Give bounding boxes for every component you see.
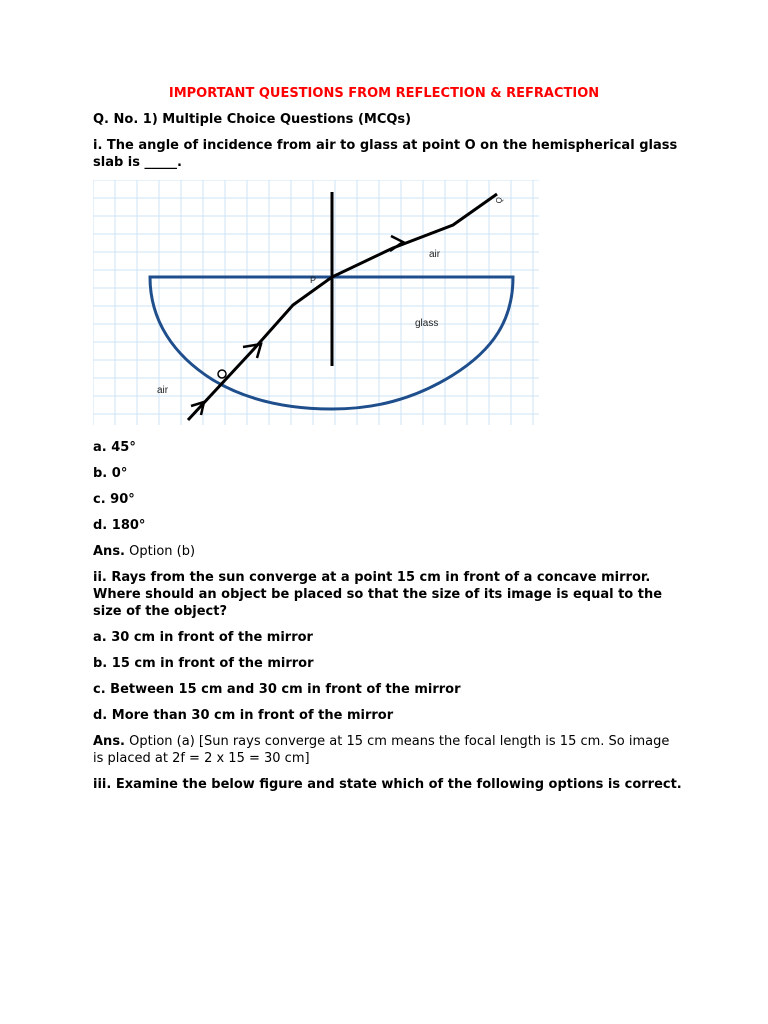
section-heading: Q. No. 1) Multiple Choice Questions (MCQs) [93,112,412,127]
page-title: IMPORTANT QUESTIONS FROM REFLECTION & REFRACTION [168,86,600,101]
label-air-top: air [429,249,441,260]
q2-option-b: b. 15 cm in front of the mirror [93,656,314,671]
q2-answer-text: Option (a) [Sun rays converge at 15 cm means the focal length is 15 cm. So image is placed at 2f = 2 x 15 = 30 cm] [93,734,670,766]
refraction-diagram [93,180,539,425]
point-o-marker [218,370,226,378]
question-1: i. The angle of incidence from air to glass at point O on the hemispherical glass slab is _____. [93,138,678,170]
q1-option-b: b. 0° [93,466,128,481]
q2-option-d: d. More than 30 cm in front of the mirror [93,708,394,723]
question-3: iii. Examine the below figure and state which of the following options is correct. [93,777,682,792]
label-point-q: Q [493,195,505,205]
q2-answer-label: Ans. [93,734,125,749]
q2-answer [93,733,683,767]
document-page [93,86,683,802]
q2-option-a: a. 30 cm in front of the mirror [93,630,313,645]
label-air-bottom: air [157,385,169,396]
q2-option-c: c. Between 15 cm and 30 cm in front of the mirror [93,682,461,697]
q1-option-d: d. 180° [93,518,146,533]
q1-answer [93,543,683,560]
q1-option-c: c. 90° [93,492,135,507]
q1-option-a: a. 45° [93,440,136,455]
q1-answer-label: Ans. [93,544,125,559]
light-ray [188,194,497,420]
q1-answer-text: Option (b) [125,544,196,559]
label-glass: glass [415,318,439,329]
question-2: ii. Rays from the sun converge at a point 15 cm in front of a concave mirror. Where should an object be placed so that the size of its image is equal to the size of the object? [93,570,663,619]
label-point-p: P [310,275,317,285]
